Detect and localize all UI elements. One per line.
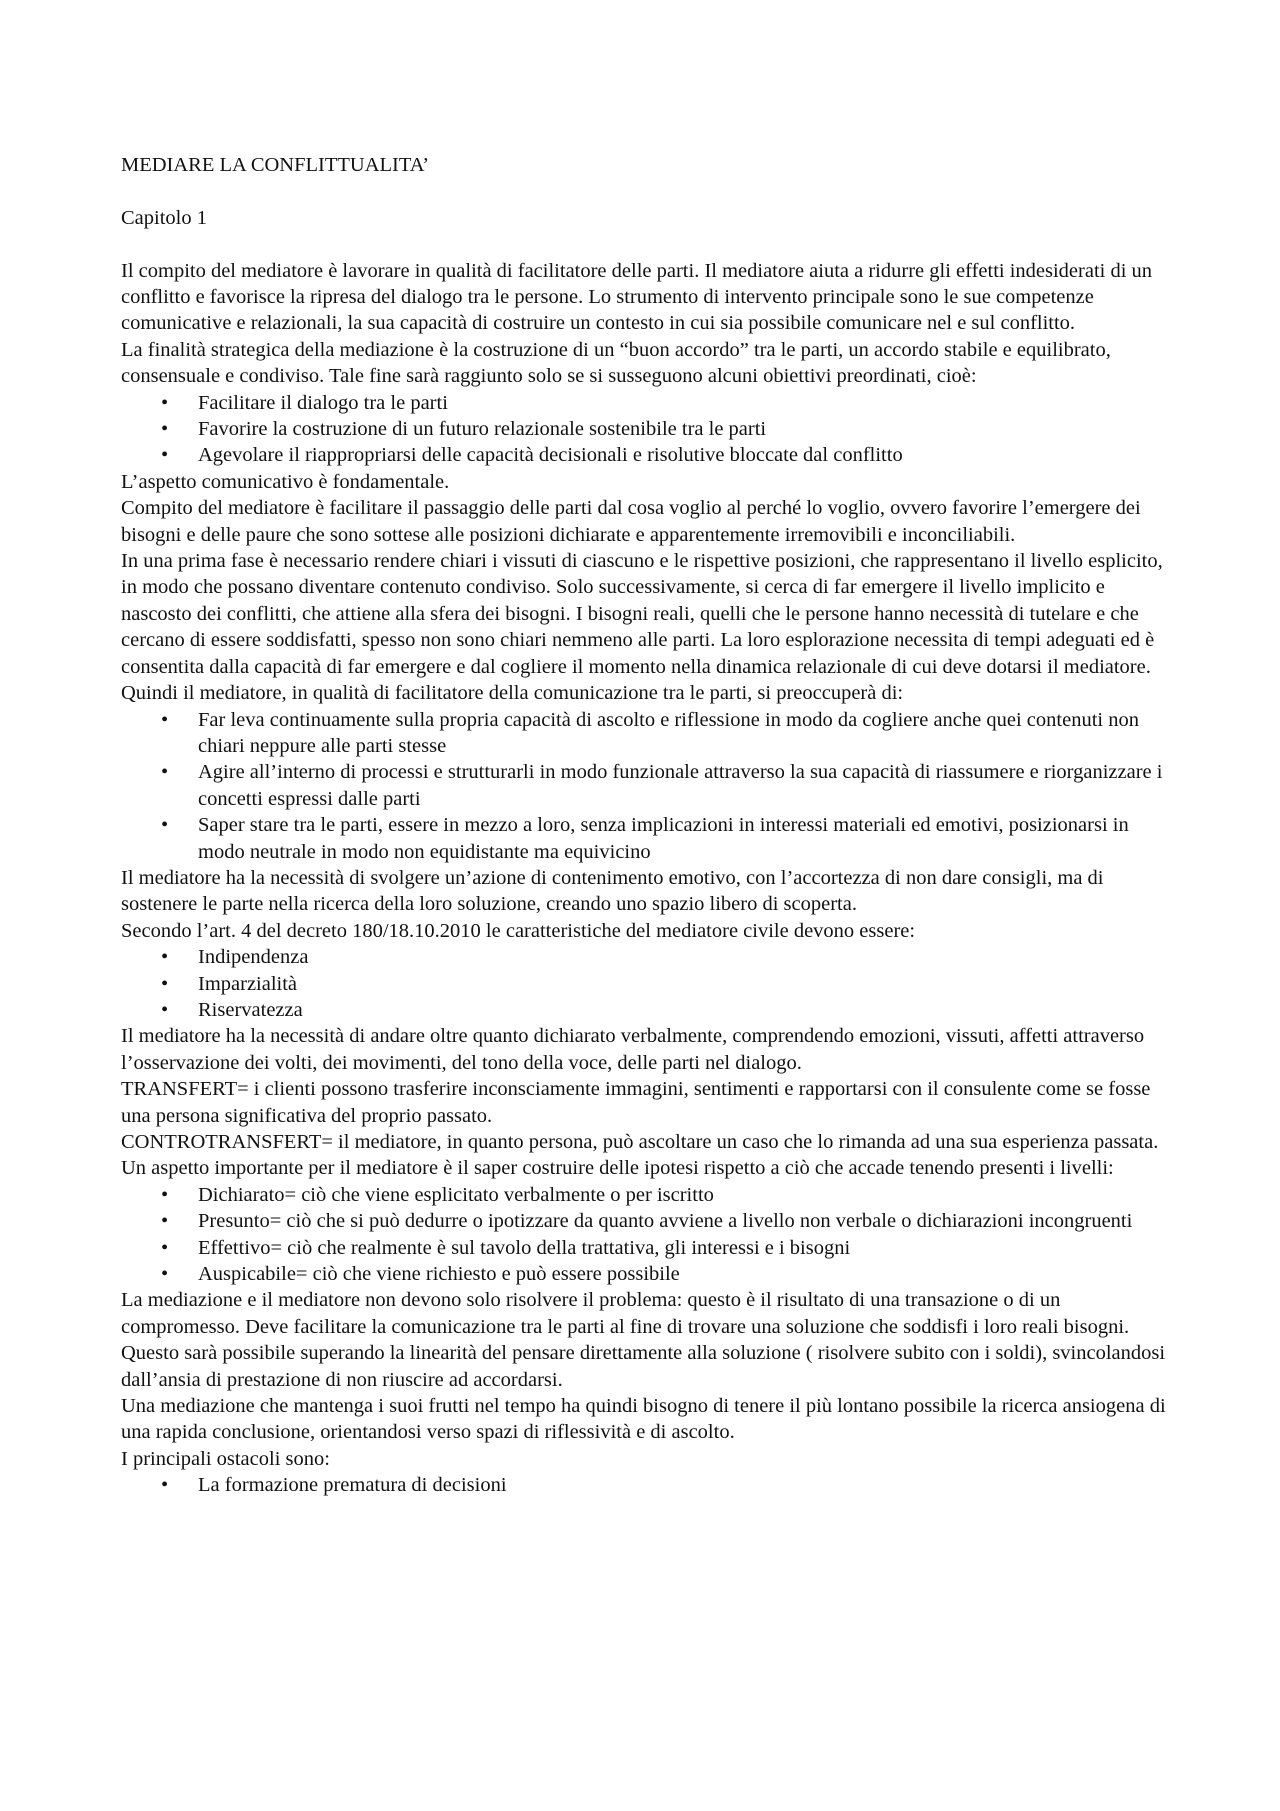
list-item (121, 1472, 1171, 1498)
paragraph: Il mediatore ha la necessità di andare oltre quanto dichiarato verbalmente, comprendendo emozioni, vissuti, affetti attraverso l’osservazione dei volti, dei movimenti, del tono della voce, delle parti nel dialogo. (121, 1025, 1145, 1074)
bullet-icon: • (161, 1263, 169, 1286)
bullet-icon: • (161, 1236, 169, 1259)
bullet-icon: • (161, 708, 169, 731)
list-item (121, 971, 1171, 997)
list-item-text: Far leva continuamente sulla propria capacità di ascolto e riflessione in modo da cogliere anche quei contenuti non chiari neppure alle parti stesse (198, 708, 1139, 757)
spacer (121, 231, 1171, 257)
paragraph: Una mediazione che mantenga i suoi frutti nel tempo ha quindi bisogno di tenere il più lontano possibile la ricerca ansiogena di una rapida conclusione, orientandosi verso spazi di riflessività e di ascolto. (121, 1395, 1166, 1444)
list-item (121, 1182, 1171, 1208)
list-item (121, 416, 1171, 442)
bullet-list-mediator-tasks (121, 707, 1171, 865)
paragraph: Il mediatore ha la necessità di svolgere un’azione di contenimento emotivo, con l’accortezza di non dare consigli, ma di sostenere le parte nella ricerca della loro soluzione, creando uno spazio libero di scoperta. (121, 866, 1104, 916)
bullet-list-characteristics (121, 944, 1171, 1023)
paragraph: In una prima fase è necessario rendere chiari i vissuti di ciascuno e le rispettive posizioni, che rappresentano il livello esplicito, in modo che possano diventare contenuto condiviso. Solo successivamente, si cerca di far emergere il livello implicito e nascosto dei conflitti, che attiene alla sfera dei bisogni. I bisogni reali, quelli che le persone hanno necessità di tutelare e che cercano di essere soddisfatti, spesso non sono chiari nemmeno alle parti. La loro esplorazione necessita di tempi adeguati ed è consentita dalla capacità di far emergere e dal cogliere il momento nella dinamica relazionale di cui deve dotarsi il mediatore. (121, 550, 1163, 678)
list-item (121, 707, 1171, 760)
list-item-text: Auspicabile= ciò che viene richiesto e può essere possibile (198, 1263, 680, 1286)
bullet-icon: • (161, 418, 169, 441)
bullet-list-levels (121, 1182, 1171, 1288)
list-item-text: Presunto= ciò che si può dedurre o ipotizzare da quanto avviene a livello non verbale o dichiarazioni incongruenti (198, 1210, 1133, 1233)
list-item-text: Agevolare il riappropriarsi delle capacità decisionali e risolutive bloccate dal conflitto (198, 444, 903, 467)
list-item (121, 759, 1171, 812)
paragraph: Quindi il mediatore, in qualità di facilitatore della comunicazione tra le parti, si preoccuperà di: (121, 682, 904, 705)
list-item-text: Riservatezza (198, 998, 303, 1021)
bullet-icon: • (161, 444, 169, 467)
bullet-icon: • (161, 946, 169, 969)
list-item (121, 442, 1171, 468)
list-item (121, 1261, 1171, 1287)
paragraph: La mediazione e il mediatore non devono solo risolvere il problema: questo è il risultato di una transazione o di un compromesso. Deve facilitare la comunicazione tra le parti al fine di trovare una soluzione che soddisfi i loro reali bisogni. Questo sarà possibile superando la linearità del pensare direttamente alla soluzione ( risolvere subito con i soldi), svincolandosi dall’ansia di prestazione di non riuscire ad accordarsi. (121, 1289, 1166, 1391)
chapter-heading: Capitolo 1 (121, 206, 207, 229)
bullet-list-objectives (121, 390, 1171, 469)
list-item (121, 1208, 1171, 1234)
list-item (121, 1235, 1171, 1261)
bullet-icon: • (161, 814, 169, 837)
paragraph: Secondo l’art. 4 del decreto 180/18.10.2010 le caratteristiche del mediatore civile devono essere: (121, 919, 916, 942)
list-item-text: Dichiarato= ciò che viene esplicitato verbalmente o per iscritto (198, 1183, 714, 1206)
list-item-text: Facilitare il dialogo tra le parti (198, 391, 448, 414)
bullet-icon: • (161, 761, 169, 784)
list-item-text: Favorire la costruzione di un futuro relazionale sostenibile tra le parti (198, 418, 767, 441)
list-item-text: La formazione prematura di decisioni (198, 1474, 507, 1497)
document-body (121, 152, 1171, 1499)
list-item-text: Imparzialità (198, 972, 298, 995)
list-item-text: Effettivo= ciò che realmente è sul tavolo della trattativa, gli interessi e i bisogni (198, 1236, 851, 1259)
paragraph: L’aspetto comunicativo è fondamentale. (121, 470, 450, 493)
bullet-icon: • (161, 1210, 169, 1233)
paragraph: La finalità strategica della mediazione è la costruzione di un “buon accordo” tra le parti, un accordo stabile e equilibrato, consensuale e condiviso. Tale fine sarà raggiunto solo se si susseguono alcuni obiettivi preordinati, cioè: (121, 338, 1111, 388)
bullet-icon: • (161, 1183, 169, 1206)
list-item (121, 390, 1171, 416)
paragraph: I principali ostacoli sono: (121, 1447, 330, 1470)
list-item-text: Saper stare tra le parti, essere in mezzo a loro, senza implicazioni in interessi materiali ed emotivi, posizionarsi in modo neutrale in modo non equidistante ma equivicino (198, 814, 1129, 863)
paragraph: Un aspetto importante per il mediatore è il saper costruire delle ipotesi rispetto a ciò che accade tenendo presenti i livelli: (121, 1157, 1114, 1180)
list-item (121, 944, 1171, 970)
spacer (121, 178, 1171, 204)
paragraph: Il compito del mediatore è lavorare in qualità di facilitatore delle parti. Il mediatore aiuta a ridurre gli effetti indesiderati di un conflitto e favorisce la ripresa del dialogo tra le persone. Lo strumento di intervento principale sono le sue competenze comunicative e relazionali, la sua capacità di costruire un contesto in cui sia possibile comunicare nel e sul conflitto. (121, 259, 1153, 335)
paragraph: CONTROTRANSFERT= il mediatore, in quanto persona, può ascoltare un caso che lo rimanda ad una sua esperienza passata. (121, 1131, 1159, 1153)
list-item-text: Agire all’interno di processi e strutturarli in modo funzionale attraverso la sua capacità di riassumere e riorganizzare i concetti espressi dalle parti (198, 761, 1163, 810)
bullet-icon: • (161, 391, 169, 414)
bullet-icon: • (161, 1474, 169, 1497)
document-title: MEDIARE LA CONFLITTUALITA’ (121, 154, 430, 176)
bullet-list-obstacles (121, 1472, 1171, 1498)
paragraph: Compito del mediatore è facilitare il passaggio delle parti dal cosa voglio al perché lo voglio, ovvero favorire l’emergere dei bisogni e delle paure che sono sottese alle posizioni dichiarate e apparentemente irremovibili e inconciliabili. (121, 497, 1141, 546)
list-item (121, 997, 1171, 1023)
bullet-icon: • (161, 972, 169, 995)
paragraph: TRANSFERT= i clienti possono trasferire inconsciamente immagini, sentimenti e rapportarsi con il consulente come se fosse una persona significativa del proprio passato. (121, 1078, 1151, 1127)
bullet-icon: • (161, 998, 169, 1021)
list-item-text: Indipendenza (198, 946, 309, 969)
list-item (121, 812, 1171, 865)
